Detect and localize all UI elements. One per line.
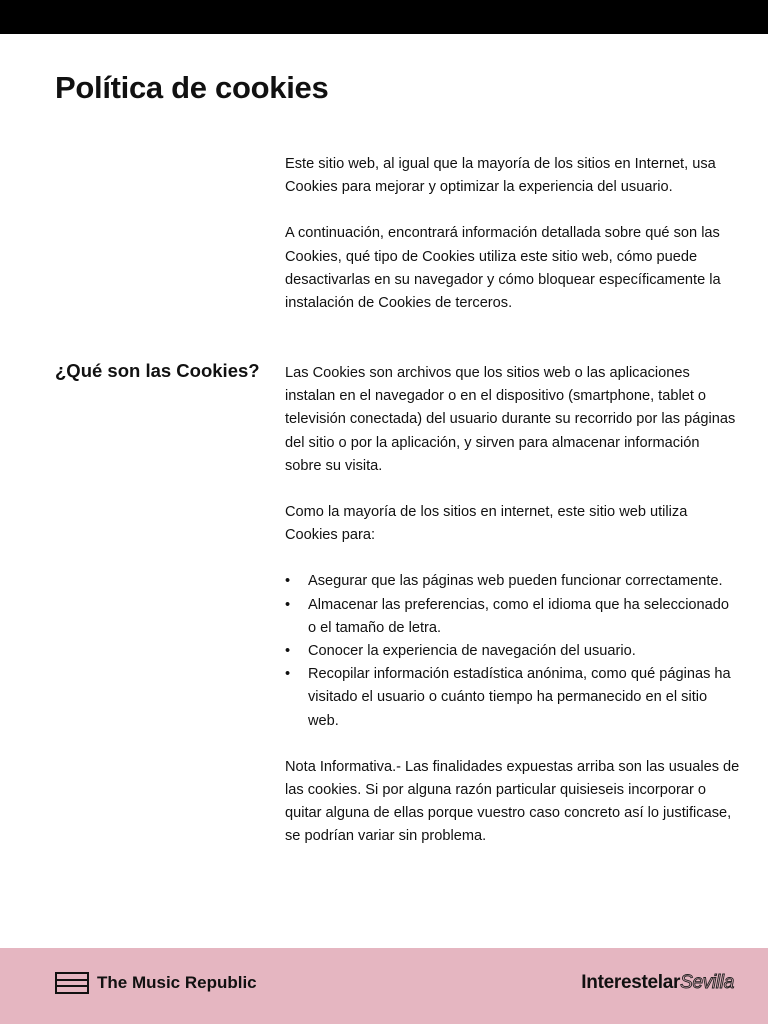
the-music-republic-brand: [55, 972, 257, 994]
list-item: [285, 640, 740, 663]
bullet-icon: •: [285, 573, 291, 590]
list-item: [285, 570, 740, 593]
list-item-text: Almacenar las preferencias, como el idioma que ha seleccionado o el tamaño de letra.: [308, 596, 730, 636]
list-item-text: Conocer la experiencia de navegación del usuario.: [308, 643, 636, 660]
bullet-icon: •: [285, 666, 291, 683]
bullet-icon: •: [285, 643, 291, 660]
top-bar: [0, 0, 768, 34]
intro-paragraph: A continuación, encontrará información detallada sobre qué son las Cookies, qué tipo de Cookies utiliza este sitio web, cómo puede desactivarlas en su navegador y cómo bloquear específicamente la instalación de Cookies de terceros.: [285, 225, 721, 312]
section-paragraph: Las Cookies son archivos que los sitios web o las aplicaciones instalan en el navegador o en el dispositivo (smartphone, tablet o televisión conectada) del usuario durante su recorrido por las páginas del sitio o por la aplicación, y sirven para almacenar información sobre su visita.: [285, 365, 736, 474]
page-title: Política de cookies: [55, 70, 329, 105]
list-item-text: Recopilar información estadística anónima, como qué páginas ha visitado el usuario o cuánto tiempo ha permanecido en el sitio web.: [308, 666, 731, 729]
interestelar-sevilla-logo: [581, 972, 734, 994]
intro-text: [285, 153, 735, 315]
logo-city-text: Sevilla: [680, 972, 734, 993]
bullet-icon: •: [285, 596, 291, 613]
section-heading: ¿Qué son las Cookies?: [55, 360, 260, 381]
bullet-list: [285, 570, 740, 732]
brand-name: The Music Republic: [97, 973, 257, 992]
intro-paragraph: Este sitio web, al igual que la mayoría de los sitios en Internet, usa Cookies para mejorar y optimizar la experiencia del usuario.: [285, 156, 716, 196]
stacked-lines-logo-icon: [55, 972, 89, 994]
section-body: [285, 362, 740, 849]
footer: [0, 948, 768, 1024]
list-item-text: Asegurar que las páginas web pueden funcionar correctamente.: [308, 573, 723, 590]
list-item: [285, 594, 740, 640]
list-item: [285, 663, 740, 733]
logo-main-text: Interestelar: [581, 972, 681, 993]
section-paragraph: Como la mayoría de los sitios en internet, este sitio web utiliza Cookies para:: [285, 504, 688, 544]
note-paragraph: Nota Informativa.- Las finalidades expuestas arriba son las usuales de las cookies. Si por alguna razón particular quisieseis incorporar o quitar alguna de ellas porque vuestro caso concreto así lo justificase, se podrían variar sin problema.: [285, 758, 740, 845]
